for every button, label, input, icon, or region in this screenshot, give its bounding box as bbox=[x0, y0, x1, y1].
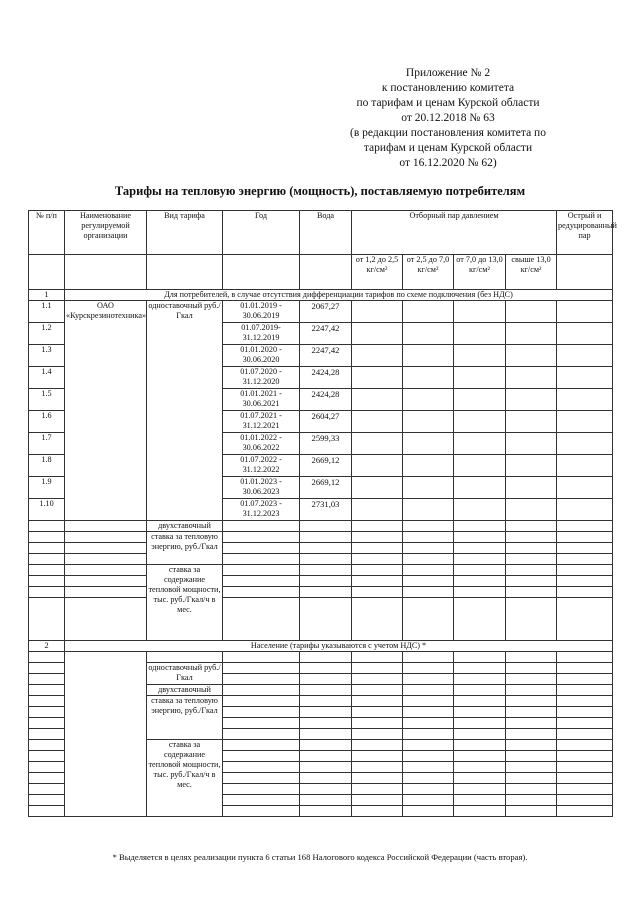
table-subheader-row bbox=[29, 255, 613, 290]
section-1-row bbox=[29, 290, 613, 301]
table-row bbox=[29, 521, 613, 532]
power-rate: ставка за содержание тепловой мощности, тыс. руб./Гкал/ч в мес. bbox=[147, 565, 223, 641]
row-number: 1.3 bbox=[29, 345, 65, 367]
tariff-type: одноставочный руб./Гкал bbox=[147, 663, 223, 685]
tariff-type: двухставочный bbox=[147, 685, 223, 696]
energy-rate: ставка за тепловую энергию, руб./Гкал bbox=[147, 532, 223, 565]
water-tariff: 2247,42 bbox=[300, 323, 352, 345]
table-row bbox=[29, 554, 613, 565]
header-org: Наименование регулируемой организации bbox=[65, 211, 147, 255]
header-year: Год bbox=[223, 211, 300, 255]
header-num: № п/п bbox=[29, 211, 65, 255]
row-number: 1.8 bbox=[29, 455, 65, 477]
header-line: от 16.12.2020 № 62) bbox=[399, 157, 497, 169]
row-number: 1.10 bbox=[29, 499, 65, 521]
period: 01.07.2020 - 31.12.2020 bbox=[223, 367, 300, 389]
section-number: 2 bbox=[29, 641, 65, 652]
water-tariff: 2247,42 bbox=[300, 345, 352, 367]
period: 01.01.2022 - 30.06.2022 bbox=[223, 433, 300, 455]
period: 01.01.2020 - 30.06.2020 bbox=[223, 345, 300, 367]
tariff-type: одноставочный руб./Гкал bbox=[147, 301, 223, 521]
energy-rate: ставка за тепловую энергию, руб./Гкал bbox=[147, 696, 223, 740]
tariff-table bbox=[28, 210, 617, 817]
water-tariff: 2424,28 bbox=[300, 389, 352, 411]
section-label: Для потребителей, в случае отсутствия дифференциации тарифов по схеме подключения (без НДС) bbox=[65, 290, 613, 301]
header-pressure-2: от 2,5 до 7,0 кг/см² bbox=[403, 255, 454, 290]
header-pressure-1: от 1,2 до 2,5 кг/см² bbox=[352, 255, 403, 290]
water-tariff: 2599,33 bbox=[300, 433, 352, 455]
header-line: Приложение № 2 bbox=[405, 67, 491, 79]
period: 01.01.2019 - 30.06.2019 bbox=[223, 301, 300, 323]
table-row bbox=[29, 652, 613, 663]
water-tariff: 2604,27 bbox=[300, 411, 352, 433]
row-number: 1.9 bbox=[29, 477, 65, 499]
header-water: Вода bbox=[300, 211, 352, 255]
tariff-type: двухставочный bbox=[147, 521, 223, 532]
section-number: 1 bbox=[29, 290, 65, 301]
document-title: Тарифы на тепловую энергию (мощность), поставляемую потребителям bbox=[114, 184, 526, 198]
period: 01.07.2022 - 31.12.2022 bbox=[223, 455, 300, 477]
row-number: 1.4 bbox=[29, 367, 65, 389]
header-tariff-type: Вид тарифа bbox=[147, 211, 223, 255]
header-line: по тарифам и ценам Курской области bbox=[356, 97, 540, 109]
row-number: 1.7 bbox=[29, 433, 65, 455]
water-tariff: 2424,28 bbox=[300, 367, 352, 389]
section-2-row bbox=[29, 641, 613, 652]
header-line: от 20.12.2018 № 63 bbox=[401, 112, 495, 124]
period: 01.07.2023 - 31.12.2023 bbox=[223, 499, 300, 521]
power-rate: ставка за содержание тепловой мощности, тыс. руб./Гкал/ч в мес. bbox=[147, 740, 223, 817]
table-row bbox=[29, 543, 613, 554]
water-tariff: 2669,12 bbox=[300, 477, 352, 499]
period: 01.01.2021 - 30.06.2021 bbox=[223, 389, 300, 411]
row-number: 1.1 bbox=[29, 301, 65, 323]
period: 01.07.2019- 31.12.2019 bbox=[223, 323, 300, 345]
table-row bbox=[29, 301, 613, 323]
header-line: тарифам и ценам Курской области bbox=[363, 142, 533, 154]
table-row bbox=[29, 532, 613, 543]
table-row bbox=[29, 587, 613, 598]
header-pressure-4: свыше 13,0 кг/см² bbox=[506, 255, 557, 290]
row-number: 1.5 bbox=[29, 389, 65, 411]
water-tariff: 2067,27 bbox=[300, 301, 352, 323]
header-sharp-steam: Острый и редуцированный пар bbox=[557, 211, 613, 255]
period: 01.07.2021 - 31.12.2021 bbox=[223, 411, 300, 433]
header-line: (в редакции постановления комитета по bbox=[350, 127, 546, 139]
header-pressure-3: от 7,0 до 13,0 кг/см² bbox=[454, 255, 506, 290]
section-label: Население (тарифы указываются с учетом НДС) * bbox=[65, 641, 613, 652]
table-row bbox=[29, 565, 613, 576]
table-row bbox=[29, 576, 613, 587]
header-line: к постановлению комитета bbox=[381, 82, 515, 94]
water-tariff: 2731,03 bbox=[300, 499, 352, 521]
row-number: 1.6 bbox=[29, 411, 65, 433]
organization-name: ОАО «Курскрезинотехника» bbox=[65, 301, 147, 521]
table-row bbox=[29, 598, 613, 641]
footnote: * Выделяется в целях реализации пункта 6 статьи 168 Налогового кодекса Российской Федерации (часть вторая). bbox=[112, 852, 528, 862]
period: 01.01.2023 - 30.06.2023 bbox=[223, 477, 300, 499]
row-number: 1.2 bbox=[29, 323, 65, 345]
table-header-row bbox=[29, 211, 613, 255]
water-tariff: 2669,12 bbox=[300, 455, 352, 477]
appendix-header bbox=[318, 66, 578, 171]
header-steam: Отборный пар давлением bbox=[352, 211, 557, 255]
